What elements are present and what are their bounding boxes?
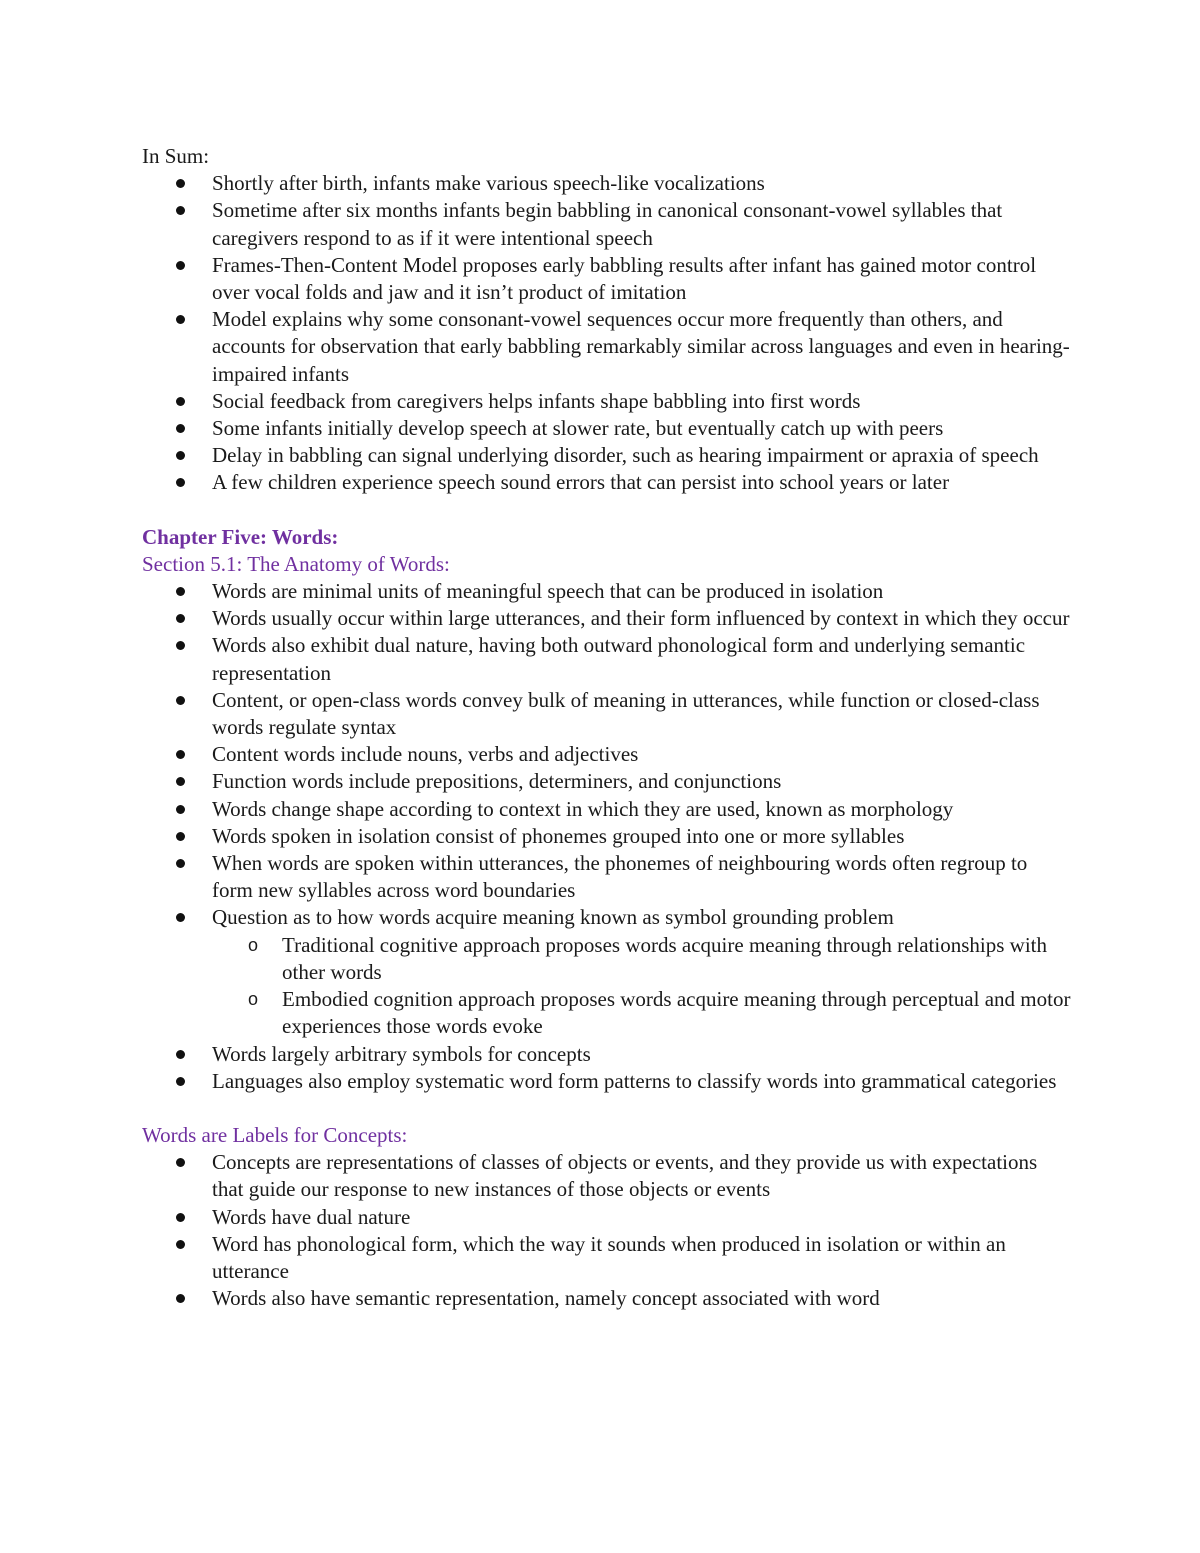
labels-section-title: Words are Labels for Concepts: (142, 1122, 408, 1147)
list-item: Delay in babbling can signal underlying disorder, such as hearing impairment or apraxia of speech (142, 442, 1072, 469)
list-item: Languages also employ systematic word form patterns to classify words into grammatical categories (142, 1068, 1072, 1095)
chapter-title: Chapter Five: Words: (142, 524, 339, 549)
list-item: Content, or open-class words convey bulk of meaning in utterances, while function or closed-class words regulate syntax (142, 687, 1072, 741)
list-item: Words also have semantic representation, namely concept associated with word (142, 1285, 1072, 1312)
list-item: Concepts are representations of classes of objects or events, and they provide us with expectations that guide our response to new instances of those objects or events (142, 1149, 1072, 1203)
list-item: Words largely arbitrary symbols for concepts (142, 1041, 1072, 1068)
list-item: Question as to how words acquire meaning known as symbol grounding problem (142, 904, 1072, 931)
list-item: Model explains why some consonant-vowel sequences occur more frequently than others, and accounts for observation that early babbling remarkably similar across languages and even in hearing-impaired infants (142, 306, 1072, 388)
section-title: Section 5.1: The Anatomy of Words: (142, 551, 450, 576)
spacer (142, 497, 1072, 524)
in-sum-list (142, 170, 1072, 496)
in-sum-heading: In Sum: (142, 144, 210, 168)
list-item: A few children experience speech sound errors that can persist into school years or later (142, 469, 1072, 496)
list-item: Content words include nouns, verbs and adjectives (142, 741, 1072, 768)
list-item: Words also exhibit dual nature, having both outward phonological form and underlying semantic representation (142, 632, 1072, 686)
list-item: Words have dual nature (142, 1204, 1072, 1231)
labels-list (142, 1149, 1072, 1312)
sub-list-item: o Traditional cognitive approach proposes words acquire meaning through relationships with other words (142, 932, 1072, 986)
list-item: Word has phonological form, which the way it sounds when produced in isolation or within an utterance (142, 1231, 1072, 1285)
list-item: Words usually occur within large utterances, and their form influenced by context in which they occur (142, 605, 1072, 632)
sub-list-item: o Embodied cognition approach proposes words acquire meaning through perceptual and motor experiences those words evoke (142, 986, 1072, 1040)
list-item: Shortly after birth, infants make various speech-like vocalizations (142, 170, 1072, 197)
spacer (142, 1095, 1072, 1122)
anatomy-list (142, 578, 1072, 1095)
list-item: Words spoken in isolation consist of phonemes grouped into one or more syllables (142, 823, 1072, 850)
document-body (142, 143, 1072, 1312)
list-item: Words change shape according to context in which they are used, known as morphology (142, 796, 1072, 823)
list-item: Sometime after six months infants begin babbling in canonical consonant-vowel syllables that caregivers respond to as if it were intentional speech (142, 197, 1072, 251)
list-item: Function words include prepositions, determiners, and conjunctions (142, 768, 1072, 795)
list-item: Social feedback from caregivers helps infants shape babbling into first words (142, 388, 1072, 415)
list-item: Words are minimal units of meaningful speech that can be produced in isolation (142, 578, 1072, 605)
list-item: Frames-Then-Content Model proposes early babbling results after infant has gained motor control over vocal folds and jaw and it isn’t product of imitation (142, 252, 1072, 306)
list-item: When words are spoken within utterances, the phonemes of neighbouring words often regroup to form new syllables across word boundaries (142, 850, 1072, 904)
list-item: Some infants initially develop speech at slower rate, but eventually catch up with peers (142, 415, 1072, 442)
